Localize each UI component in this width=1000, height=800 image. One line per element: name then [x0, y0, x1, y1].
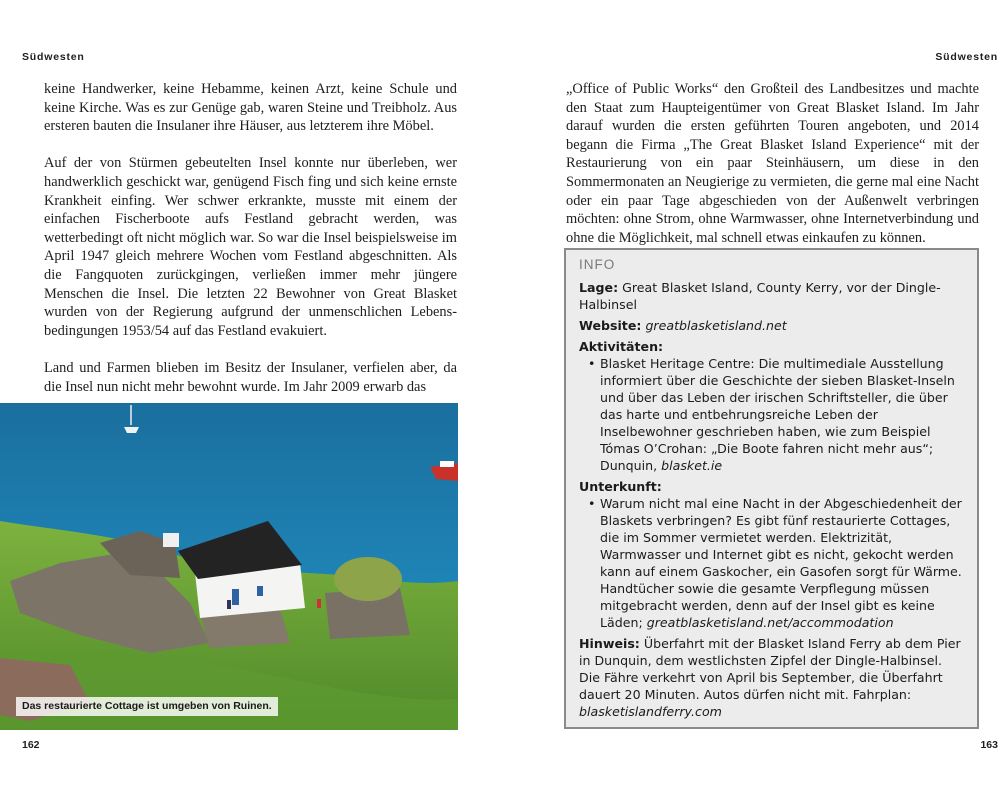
info-website: [579, 317, 965, 334]
bullet-item: [579, 355, 965, 474]
website-link[interactable]: greatblasketisland.net: [645, 318, 787, 333]
info-label: Lage:: [579, 280, 619, 295]
info-text: Überfahrt mit der Blasket Island Ferry ab dem Pier in Dunquin, dem westlichsten Zipfel der Dingle-Halbinsel. Die Fähre verkehrt von April bis September, die Überfahrt dauert 20 Minuten. Autos dürfen nicht mit. Fahrplan:: [579, 636, 961, 702]
right-text-column: [566, 80, 979, 247]
activities-link[interactable]: blasket.ie: [661, 458, 723, 473]
info-note: [579, 635, 965, 720]
person: [317, 599, 321, 608]
page-number-right: 163: [980, 739, 998, 751]
person: [227, 600, 231, 609]
accommodation-link[interactable]: greatblasketisland.net/accommodation: [646, 615, 894, 630]
left-text-column: [44, 80, 457, 396]
page-number-left: 162: [22, 739, 40, 751]
cottage-illustration: [0, 403, 458, 730]
body-paragraph: Land und Farmen blieben im Besitz der Insulaner, verfielen aber, da die Insel nun nicht mehr bewohnt wurde. Im Jahr 2009 erwarb das: [44, 359, 457, 395]
info-label: Website:: [579, 318, 642, 333]
info-location: [579, 279, 965, 313]
info-label: Aktivitäten:: [579, 339, 664, 354]
info-label: Unterkunft:: [579, 479, 662, 494]
info-text: Great Blasket Island, County Kerry, vor der Dingle-Halbinsel: [579, 280, 941, 312]
body-paragraph: Auf der von Stürmen gebeutelten Insel konnte nur überleben, wer handwerklich geschickt war, genügend Fisch fing und sich keine ernste Krankheit einfing. Wer schwer erkrankte, musste mit einem der einfachen Fischerboote aufs Festland gebracht werden, was wetterbedingt oft nicht möglich war. So war die Insel beispielsweise im April 1947 gleich mehrere Wochen vom Festland abgeschnitten. Als die Fangquoten zurückgingen, verließen immer mehr jüngere Menschen die Insel. Die letzten 22 Bewohner von Great Blasket wurden von der Regierung aufgrund der unmenschlichen Lebensbedingungen 1953/54 auf das Festland evakuiert.: [44, 155, 457, 339]
info-activities: [579, 338, 965, 474]
photo-caption: Das restaurierte Cottage ist umgeben von Ruinen.: [16, 697, 278, 716]
running-head-right: Südwesten: [935, 51, 998, 63]
running-head-left: Südwesten: [22, 51, 85, 63]
info-box: [564, 248, 979, 729]
cottage-photo: [0, 403, 458, 730]
bullet-item: [579, 495, 965, 631]
info-text: Blasket Heritage Centre: Die multimediale Ausstellung informiert über die Geschichte der sieben Blasket-Inseln und über das Leben der irischen Schriftsteller, die über das harte und entbehrungsreiche Leben der Inselbewohner geschrieben haben, wie zum Beispiel Tómas O’Crohan: „Die Boote fahren nicht mehr aus“; Dunquin,: [600, 356, 955, 473]
bush: [334, 557, 402, 601]
body-paragraph: „Office of Public Works“ den Großteil des Landbesitzes und machte den Staat zum Haupteigentümer von Great Blasket Island. Im Jahr darauf wurden die ersten geführten Touren angeboten, und 2014 begann die Firma „The Great Blasket Island Experience“ mit der Restaurierung von ein paar Steinhäusern, um diese in den Sommermonaten an Neugierige zu vermieten, die gerne mal eine Nacht oder ein paar Tage abgeschieden von der Außenwelt verbringen möchten: ohne Strom, ohne Warmwasser, ohne Internetverbindung und ohne die Möglichkeit, mal schnell etwas einkaufen zu können.: [566, 81, 979, 246]
info-label: Hinweis:: [579, 636, 640, 651]
info-text: Warum nicht mal eine Nacht in der Abgeschiedenheit der Blaskets verbringen? Es gibt fünf restaurierte Cottages, die im Sommer vermietet werden. Elektrizität, Warmwasser und Internet gibt es nicht, gekocht werden kann auf einem Gaskocher, ein Gasofen sorgt für Wärme. Handtücher sowie die gesamte Verpflegung müssen mitgebracht werden, denn auf der Insel gibt es keine Läden;: [600, 496, 962, 630]
info-accommodation: [579, 478, 965, 631]
info-box-title: INFO: [579, 257, 616, 272]
body-paragraph: keine Handwerker, keine Hebamme, keinen Arzt, keine Schule und keine Kirche. Was es zur Genüge gab, waren Steine und Treibholz. Aus ersteren bauten die Insulaner ihre Häuser, aus letzterem ihre Möbel.: [44, 81, 457, 135]
ferry-link[interactable]: blasketislandferry.com: [579, 704, 722, 719]
